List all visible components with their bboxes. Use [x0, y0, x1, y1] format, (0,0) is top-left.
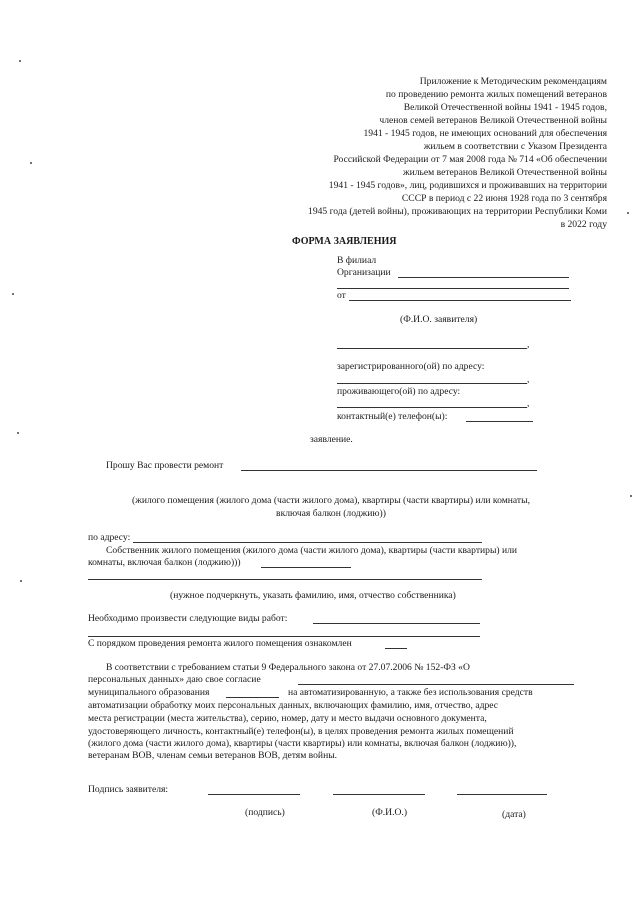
applicant-name-field[interactable] — [337, 348, 527, 349]
consent-text: муниципального образования — [88, 687, 210, 698]
owner-text: Собственник жилого помещения (жилого дома (части жилого дома), квартиры (части квартиры) или — [106, 545, 518, 556]
appendix-line: Приложение к Методическим рекомендациям — [419, 76, 607, 87]
phone-field[interactable] — [466, 421, 533, 422]
to-branch-label: В филиал — [337, 255, 377, 266]
consent-text: персональных данных» даю свое согласие — [88, 674, 261, 685]
consent-recipient-field[interactable] — [298, 684, 574, 685]
owner-field[interactable] — [261, 567, 351, 568]
organization-label: Организации — [337, 267, 391, 278]
appendix-line: Российской Федерации от 7 мая 2008 года № 714 «Об обеспечении — [333, 154, 607, 165]
repair-address-field[interactable] — [133, 542, 482, 543]
form-title: ФОРМА ЗАЯВЛЕНИЯ — [292, 236, 397, 247]
scan-speck — [630, 495, 632, 497]
underline-hint: (нужное подчеркнуть, указать фамилию, имя, отчество собственника) — [170, 590, 456, 601]
consent-text: места регистрации (места жительства), серию, номер, дату и место выдачи основного документа, — [88, 713, 487, 724]
living-label: проживающего(ой) по адресу: — [337, 386, 461, 397]
consent-text: на автоматизированную, а также без использования средств — [288, 687, 533, 698]
date-caption: (дата) — [502, 809, 526, 820]
scan-speck — [30, 162, 32, 164]
appendix-line: 1941 - 1945 годов», лиц, родившихся и проживавших на территории — [328, 180, 607, 191]
appendix-line: жильем ветеранов Великой Отечественной войны — [402, 167, 607, 178]
scan-speck — [12, 293, 14, 295]
signature-caption: (подпись) — [245, 807, 285, 818]
signature-label: Подпись заявителя: — [88, 784, 169, 795]
appendix-line: жильем в соответствии с Указом Президента — [423, 141, 607, 152]
request-label: Прошу Вас провести ремонт — [106, 460, 224, 471]
consent-text: удостоверяющего личность, контактный(е) телефон(ы), в целях проведения ремонта жилых помещений — [88, 726, 514, 737]
address-label: по адресу: — [88, 532, 131, 543]
works-field[interactable] — [313, 623, 480, 624]
appendix-line: по проведению ремонта жилых помещений ветеранов — [385, 89, 607, 100]
statement-word: заявление. — [310, 434, 353, 445]
room-types-caption: (жилого помещения (жилого дома (части жилого дома), квартиры (части квартиры) или комнаты, — [132, 495, 530, 506]
scan-speck — [19, 60, 21, 62]
consent-text: ветеранам ВОВ, членам семьи ветеранов ВОВ, детям войны. — [88, 750, 338, 761]
organization-field[interactable] — [398, 277, 569, 278]
comma: , — [527, 398, 530, 409]
repair-object-field[interactable] — [241, 470, 537, 471]
registered-label: зарегистрированного(ой) по адресу: — [337, 361, 485, 372]
scan-speck — [20, 580, 22, 582]
living-address-field[interactable] — [337, 407, 527, 408]
appendix-line: 1945 года (детей войны), проживающих на территории Республики Коми — [308, 206, 607, 217]
from-label: от — [337, 290, 346, 301]
appendix-line: СССР в период с 22 июня 1928 года по 3 сентября — [401, 193, 607, 204]
comma: , — [527, 374, 530, 385]
familiar-signature-field[interactable] — [385, 648, 407, 649]
consent-text: В соответствии с требованием статьи 9 Федерального закона от 27.07.2006 № 152-ФЗ «О — [106, 662, 470, 673]
appendix-line: Великой Отечественной войны 1941 - 1945 годов, — [403, 102, 607, 113]
appendix-line: членов семей ветеранов Великой Отечественной войны — [379, 115, 607, 126]
familiar-label: С порядком проведения ремонта жилого помещения ознакомлен — [88, 638, 352, 649]
municipality-field[interactable] — [226, 697, 279, 698]
scan-speck — [627, 212, 629, 214]
works-label: Необходимо произвести следующие виды работ: — [88, 613, 288, 624]
fio-caption: (Ф.И.О.) — [372, 807, 408, 818]
consent-text: автоматизации обработку моих персональных данных, включающих фамилию, имя, отчество, адрес — [88, 700, 499, 711]
from-field[interactable] — [349, 300, 571, 301]
appendix-line: в 2022 году — [560, 219, 607, 230]
registered-address-field[interactable] — [337, 383, 527, 384]
signature-field[interactable] — [208, 794, 300, 795]
owner-field-line2[interactable] — [88, 579, 482, 580]
consent-text: (жилого дома (части жилого дома), квартиры (части квартиры) или комнаты, включая балкон (лоджию)), — [88, 738, 517, 749]
signature-fio-field[interactable] — [333, 794, 425, 795]
scan-speck — [17, 432, 19, 434]
organization-field-line2[interactable] — [337, 288, 569, 289]
applicant-fio-caption: (Ф.И.О. заявителя) — [400, 314, 478, 325]
works-field-line2[interactable] — [88, 636, 480, 637]
comma: , — [527, 339, 530, 350]
phone-label: контактный(е) телефон(ы): — [337, 411, 448, 422]
appendix-line: 1941 - 1945 годов, не имеющих оснований для обеспечения — [363, 128, 607, 139]
signature-date-field[interactable] — [457, 794, 547, 795]
owner-text: комнаты, включая балкон (лоджию))) — [88, 557, 241, 568]
room-types-caption: включая балкон (лоджию)) — [276, 508, 386, 519]
